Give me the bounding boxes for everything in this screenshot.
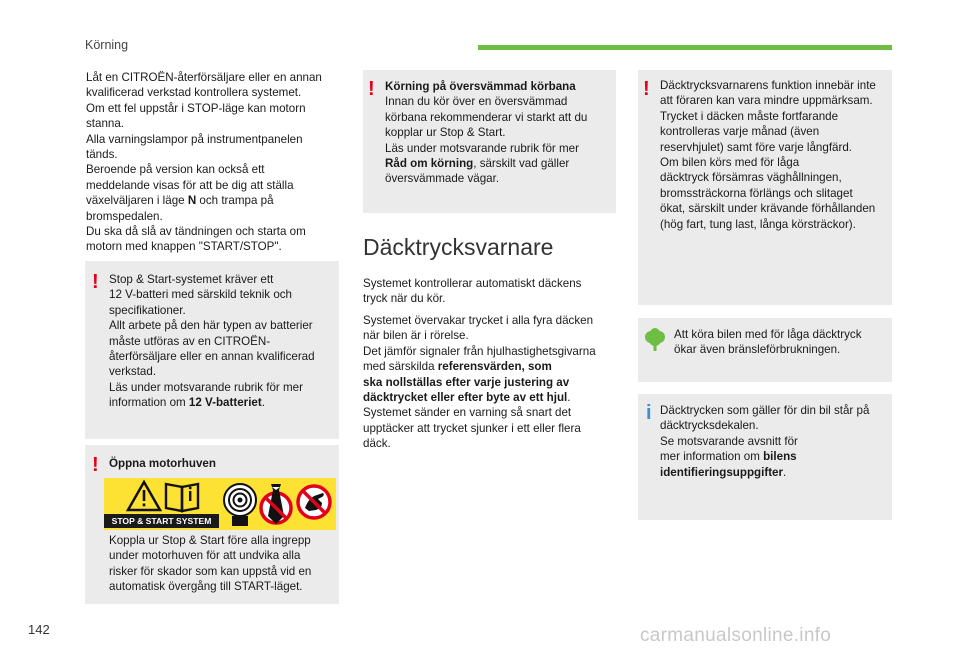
tpms-warning-box: ! Däcktrycksvarnarens funktion innebär inte att föraren kan vara mindre uppmärksam. Trycket i däcken måste fortfarande kontrolleras varje månad (även reservhjulet) samt före varje långfärd. Om bilen körs med för låga däcktryck försämras väghållningen, bromssträckorna förlängs och slitaget ökat, särskilt under krävande förhållanden (hög fart, tung last, långa körsträckor).	[638, 70, 892, 305]
stop-start-system-label: STOP & START SYSTEM	[104, 514, 219, 528]
warning-triangle-icon	[128, 482, 160, 510]
tree-icon	[644, 328, 666, 352]
hood-warning-box: ! Öppna motorhuven Koppla ur Stop & Start före alla ingrepp under motorhuven för att undvika alla risker för skador som kan uppstå vid en automatisk övergång till START-läget.	[85, 445, 339, 604]
manual-book-icon	[166, 484, 198, 511]
watermark: carmanualsonline.info	[640, 625, 832, 646]
battery-warning-box: ! Stop & Start-systemet kräver ett 12 V-batteri med särskild teknik och specifikationer. Allt arbete på den här typen av batterier måste utföras av en CITROËN- återförsäljare eller en annan kvalificerad verkstad. Läs under motsvarande rubrik för mer information om 12 V-batteriet.	[85, 261, 339, 439]
exclamation-icon: !	[92, 271, 99, 293]
exclamation-icon: !	[643, 78, 650, 100]
header-accent-bar	[478, 45, 892, 50]
driving-advice-reference: Råd om körning	[385, 157, 474, 171]
hood-box-title: Öppna motorhuven	[109, 457, 216, 470]
section-header: Körning	[85, 38, 129, 52]
exclamation-icon: !	[368, 78, 375, 100]
eco-tip-box: Att köra bilen med för låga däcktryck ökar även bränsleförbrukningen.	[638, 318, 892, 382]
section-title: Däcktrycksvarnare	[363, 234, 554, 260]
flood-warning-box: ! Körning på översvämmad körbana Innan du kör över en översvämmad körbana rekommenderar vi starkt att du kopplar ur Stop & Start. Läs under motsvarande rubrik för mer Råd om körning, särskilt vad gäller översvämmade vägar.	[363, 70, 616, 213]
info-icon: i	[646, 402, 652, 424]
tpms-intro-paragraph: Systemet kontrollerar automatiskt däckens tryck när du kör.	[363, 277, 582, 306]
battery-reference: 12 V-batteriet	[188, 396, 262, 410]
no-tie-icon	[261, 484, 291, 524]
identification-reference: identifieringsuppgifter	[660, 465, 784, 479]
exclamation-icon: !	[92, 454, 99, 476]
tpms-detail-paragraph: Systemet övervakar trycket i alla fyra däcken när bilen är i rörelse. Det jämför signaler från hjulhastighetsgivarna med särskilda referensvärden, som ska nollställas efter varje justering av däcktrycket eller efter byte av ett hjul. Systemet sänder en varning så snart det upptäcker att trycket sjunker i ett eller flera däck.	[363, 314, 596, 451]
no-hand-icon	[298, 486, 330, 518]
flood-box-title: Körning på översvämmad körbana	[385, 80, 576, 93]
intro-paragraph: Låt en CITROËN-återförsäljare eller en annan kvalificerad verkstad kontrollera systemet. Om ett fel uppstår i STOP-läge kan motorn stanna. Alla varningslampor på instrumentpanelen tänds. Beroende på version kan också ett meddelande visas för att be dig att ställa växelväljaren i läge N och trampa på bromspedalen. Du ska då slå av tändningen och starta om motorn med knappen "START/STOP".	[86, 71, 322, 254]
spiral-fan-icon	[224, 484, 256, 526]
page-number: 142	[28, 622, 50, 637]
tyre-info-box: i Däcktrycken som gäller för din bil står på däcktrycksdekalen. Se motsvarande avsnitt för mer information om bilens identifieringsuppgifter.	[638, 394, 892, 520]
